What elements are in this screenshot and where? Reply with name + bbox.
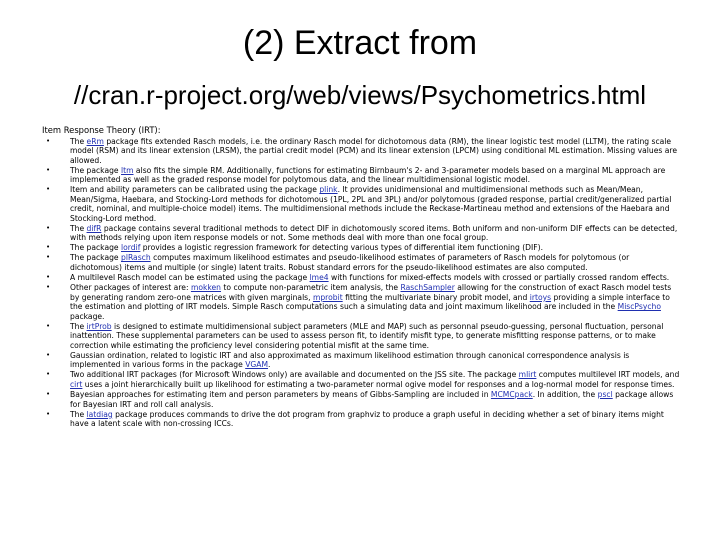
list-item: [42, 410, 682, 429]
package-link-erm[interactable]: eRm: [86, 136, 104, 146]
list-item: [42, 185, 682, 223]
package-link-vgam[interactable]: VGAM: [245, 360, 269, 370]
list-item: [42, 283, 682, 321]
item-text: The package: [70, 243, 122, 253]
item-text: Gaussian ordination, related to logistic IRT and also approximated as maximum likelihood estimation through canonical correspondence analysis is implemented in various forms in the package: [70, 350, 630, 370]
item-text: provides a logistic regression framework for detecting various types of differential item functioning (DIF).: [140, 243, 543, 253]
item-text: Two additional IRT packages (for Microsoft Windows only) are available and documented on the JSS site. The package: [70, 370, 519, 380]
list-item: [42, 351, 682, 370]
bullet-icon: •: [46, 273, 51, 282]
package-link-irtprob[interactable]: irtProb: [86, 321, 112, 331]
item-text: A multilevel Rasch model can be estimated using the package: [70, 273, 310, 283]
list-item: [42, 273, 682, 283]
item-text: also fits the simple RM. Additionally, functions for estimating Birnbaum's 2- and 3-parameter models based on a marginal ML approach are implemented as well as the graded response model for polytomous data, and the linear multidimensional logistic model.: [70, 165, 666, 185]
bullet-icon: •: [46, 136, 51, 145]
bullet-icon: •: [46, 223, 51, 232]
package-link-mcmcpack[interactable]: MCMCpack: [490, 390, 533, 400]
item-text: . In addition, the: [532, 390, 598, 400]
item-text: The package: [70, 253, 122, 263]
item-text: with functions for mixed-effects models with crossed or partially crossed random effects.: [328, 273, 670, 283]
bullet-icon: •: [46, 409, 51, 418]
package-link-plrasch[interactable]: plRasch: [121, 253, 151, 263]
bullet-icon: •: [46, 185, 51, 194]
list-item: [42, 243, 682, 253]
bullet-icon: •: [46, 253, 51, 262]
item-text: package.: [70, 311, 105, 321]
bullet-icon: •: [46, 321, 51, 330]
list-item: [42, 253, 682, 272]
list-item: [42, 390, 682, 409]
slide-title: (2) Extract from: [242, 24, 478, 62]
item-text: Item and ability parameters can be calibrated using the package: [70, 185, 320, 195]
package-link-miscpsycho[interactable]: MiscPsycho: [617, 302, 661, 312]
item-text: . It provides unidimensional and multidimensional methods such as Mean/Mean, Mean/Sigma, Haebara, and Stocking-Lord methods for dichotomous (1PL, 2PL and 3PL) and/or polytomous (graded response, partial credit/generalized partial credit, nominal, and multiple-choice model) items. The multidimensional methods include the Reckase-Martineau method and extensions of the Haebara and Stocking-Lord method.: [70, 185, 672, 223]
package-link-raschsampler[interactable]: RaschSampler: [400, 283, 455, 293]
item-text: The: [70, 223, 87, 233]
item-text: The: [70, 321, 87, 331]
bullet-icon: •: [46, 243, 51, 252]
item-text: The: [70, 136, 87, 146]
package-link-plink[interactable]: plink: [319, 185, 338, 195]
item-text: Bayesian approaches for estimating item and person parameters by means of Gibbs-Sampling are included in: [70, 390, 491, 400]
package-link-irtoys[interactable]: irtoys: [529, 292, 552, 302]
package-link-latdiag[interactable]: latdiag: [86, 409, 113, 419]
bullet-icon: •: [46, 390, 51, 399]
package-link-difr[interactable]: difR: [86, 223, 102, 233]
list-item: [42, 166, 682, 185]
list-item: [42, 137, 682, 166]
item-text: fitting the multivariate binary probit model, and: [342, 292, 530, 302]
package-link-ltm[interactable]: ltm: [121, 165, 134, 175]
item-text: The package: [70, 165, 122, 175]
item-text: Other packages of interest are:: [70, 283, 191, 293]
item-text: package contains several traditional methods to detect DIF in dichotomously scored items. Both uniform and non-uniform DIF effects can be detected, with methods relying upon item response models or not. Some methods deal with more than one focal group.: [70, 223, 678, 243]
item-text: package produces commands to drive the dot program from graphviz to produce a graph useful in deciding whether a set of binary items might have a latent scale with non-crossing ICCs.: [70, 409, 664, 429]
bullet-icon: •: [46, 350, 51, 359]
item-text: The: [70, 409, 87, 419]
item-text: is designed to estimate multidimensional subject parameters (MLE and MAP) such as personnal pseudo-guessing, personal fluctuation, personal inattention. These supplemental parameters can be used to assess person fit, to identify misfit type, to generate misfitting response patterns, or to make correction while estimating the proficiency level considering potential misfit at the same time.: [70, 321, 664, 350]
bullet-list: [42, 137, 682, 429]
bullet-icon: •: [46, 283, 51, 292]
bullet-icon: •: [46, 370, 51, 379]
item-text: to compute non-parametric item analysis, the: [221, 283, 401, 293]
item-text: package allows for Bayesian IRT and roll call analysis.: [70, 390, 674, 409]
package-link-mokken[interactable]: mokken: [190, 283, 221, 293]
list-item: [42, 322, 682, 351]
package-link-lme4[interactable]: lme4: [309, 273, 329, 283]
item-text: uses a joint hierarchically built up likelihood for estimating a two-parameter normal ogive model for responses and a log-normal model for response times.: [82, 379, 675, 389]
item-text: computes multilevel IRT models, and: [536, 370, 680, 380]
list-item: [42, 224, 682, 243]
list-item: [42, 370, 682, 389]
section-heading: Item Response Theory (IRT):: [42, 125, 161, 135]
item-text: allowing for the construction of exact Rasch model tests by generating random zero-one matrices with given marginals,: [70, 283, 672, 302]
slide-subtitle-url: //cran.r-project.org/web/views/Psychometrics.html: [73, 80, 647, 110]
item-text: .: [268, 360, 271, 370]
package-link-mlirt[interactable]: mlirt: [518, 370, 537, 380]
package-link-lordif[interactable]: lordif: [121, 243, 141, 253]
item-text: package fits extended Rasch models, i.e. the ordinary Rasch model for dichotomous data (RM), the linear logistic test model (LLTM), the rating scale model (RSM) and its linear extension (LRSM), the partial credit model (PCM) and its linear extension (LPCM) using conditional ML estimation. Missing values are allowed.: [70, 136, 678, 165]
package-link-cirt[interactable]: cirt: [70, 379, 83, 389]
item-text: computes maximum likelihood estimates and pseudo-likelihood estimates of parameters of Rasch models for polytomous (or dichotomous) items and multiple (or single) latent traits. Robust standard errors for the pseudo-likelihood estimates are also computed.: [70, 253, 630, 272]
item-text: providing a simple interface to the estimation and plotting of IRT models. Simple Rasch computations such a simulating data and joint maximum likelihood are included in the: [70, 292, 670, 312]
package-link-pscl[interactable]: pscl: [597, 390, 613, 400]
package-link-mprobit[interactable]: mprobit: [312, 292, 343, 302]
slide-body: [42, 126, 682, 429]
bullet-icon: •: [46, 165, 51, 174]
